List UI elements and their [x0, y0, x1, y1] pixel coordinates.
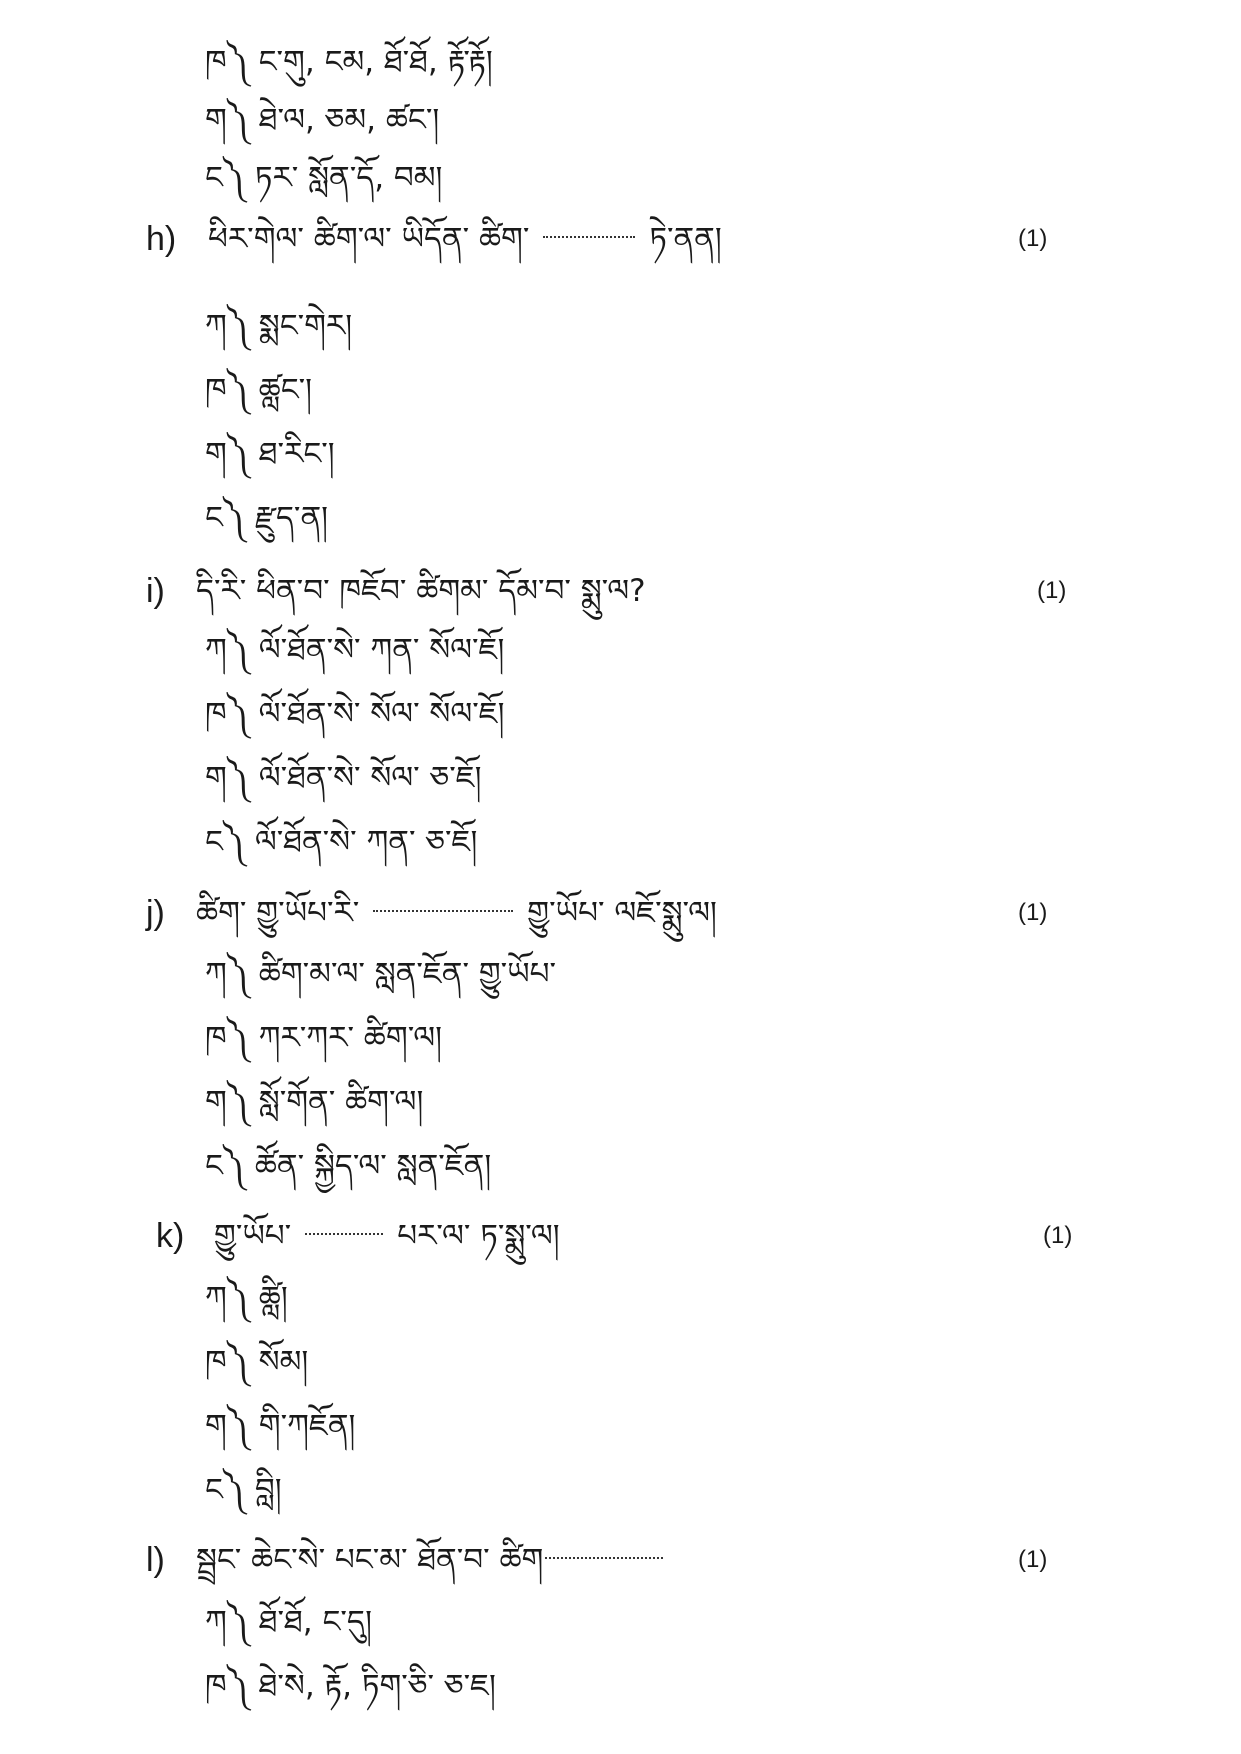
option-line: ཀ༽ ཚླི།	[205, 1280, 288, 1316]
option-line: ཀ༽ སྨང་གེར།	[205, 308, 353, 344]
option-line: ག༽ ཐ་རིང་།	[205, 436, 335, 472]
option-line: ང༽ བླི།	[205, 1472, 282, 1508]
question-text: ཚིག་ གྱུ་ཡོཔ་རི་ གྱུ་ཡོཔ་ ལཇོ་སྨུ་ལ།	[196, 895, 717, 931]
option-line: ཀ༽ ཚིག་མ་ལ་ སླན་ཇོན་ གྱུ་ཡོཔ་	[205, 956, 557, 992]
question-marks: (1)	[1018, 225, 1048, 252]
option-line: ཁ༽ ཚླང་།	[205, 372, 313, 408]
option-line: ཁ༽ སོམ།	[205, 1344, 309, 1380]
option-line: ཀ༽ ལོ་ཐོན་སེ་ ཀན་ སོལ་ཇོ།	[205, 632, 505, 668]
question-text: སྦྲང་ ཆེང་སེ་ པང་མ་ ཐོན་བ་ ཚིག	[196, 1540, 677, 1580]
option-line: ག༽ སློ་གོན་ ཚིག་ལ།	[205, 1084, 424, 1120]
question-marks: (1)	[1018, 899, 1048, 926]
option-line: ཀ༽ ཐོ་ཐོ, ང་དུ།	[205, 1604, 372, 1640]
option-line: ང༽ ཚོན་ སྐྱིད་ལ་ སླན་ཇོན།	[205, 1148, 492, 1184]
option-line: ང༽ རྫུད་ན།	[205, 500, 329, 536]
option-line: ཁ༽ ཀར་ཀར་ ཚིག་ལ།	[205, 1020, 443, 1056]
blank-line	[305, 1233, 383, 1235]
question-label: l)	[146, 1541, 165, 1579]
option-line: ང༽ ཏར་ སློན་དོ, བམ།	[205, 160, 443, 196]
question-text: ཕིར་གེལ་ ཚིག་ལ་ ཡིདོན་ ཚིག་ ཏེ་ནན།	[208, 221, 722, 257]
blank-line	[373, 910, 513, 912]
question-label: j)	[146, 894, 165, 932]
question-label: k)	[156, 1217, 185, 1255]
option-line: ང༽ ལོ་ཐོན་སེ་ ཀན་ ཅ་ཇོ།	[205, 824, 478, 860]
option-line: ཁ༽ ཐེ་སེ, རྟོ, ཏིག་ཅི་ ཅ་ཇ།	[205, 1668, 496, 1704]
option-line: ཁ༽ ལོ་ཐོན་སེ་ སོལ་ སོལ་ཇོ།	[205, 696, 505, 732]
option-line: ག༽ ཐེ་ལ, ཅམ, ཚང་།	[205, 102, 440, 138]
question-marks: (1)	[1018, 1546, 1048, 1573]
question-text: དི་རི་ ཕིན་བ་ ཁཇོབ་ ཚིགམ་ དོམ་བ་ སྨུ་ལ?	[196, 573, 646, 609]
question-marks: (1)	[1037, 577, 1067, 604]
blank-line	[543, 236, 635, 238]
question-label: h)	[146, 220, 177, 258]
blank-line	[545, 1557, 663, 1559]
question-marks: (1)	[1043, 1222, 1073, 1249]
option-line: ག༽ ལོ་ཐོན་སེ་ སོལ་ ཅ་ཇོ།	[205, 760, 482, 796]
option-line: ཁ༽ ང་གུ, ངམ, ཐོ་ཐོ, རྟོ་རྟོ།	[205, 44, 493, 80]
option-line: ག༽ གི་ཀཇོན།	[205, 1408, 356, 1444]
question-label: i)	[146, 572, 165, 610]
question-text: གྱུ་ཡོཔ་ པར་ལ་ ཏ་སྨུ་ལ།	[214, 1218, 560, 1254]
